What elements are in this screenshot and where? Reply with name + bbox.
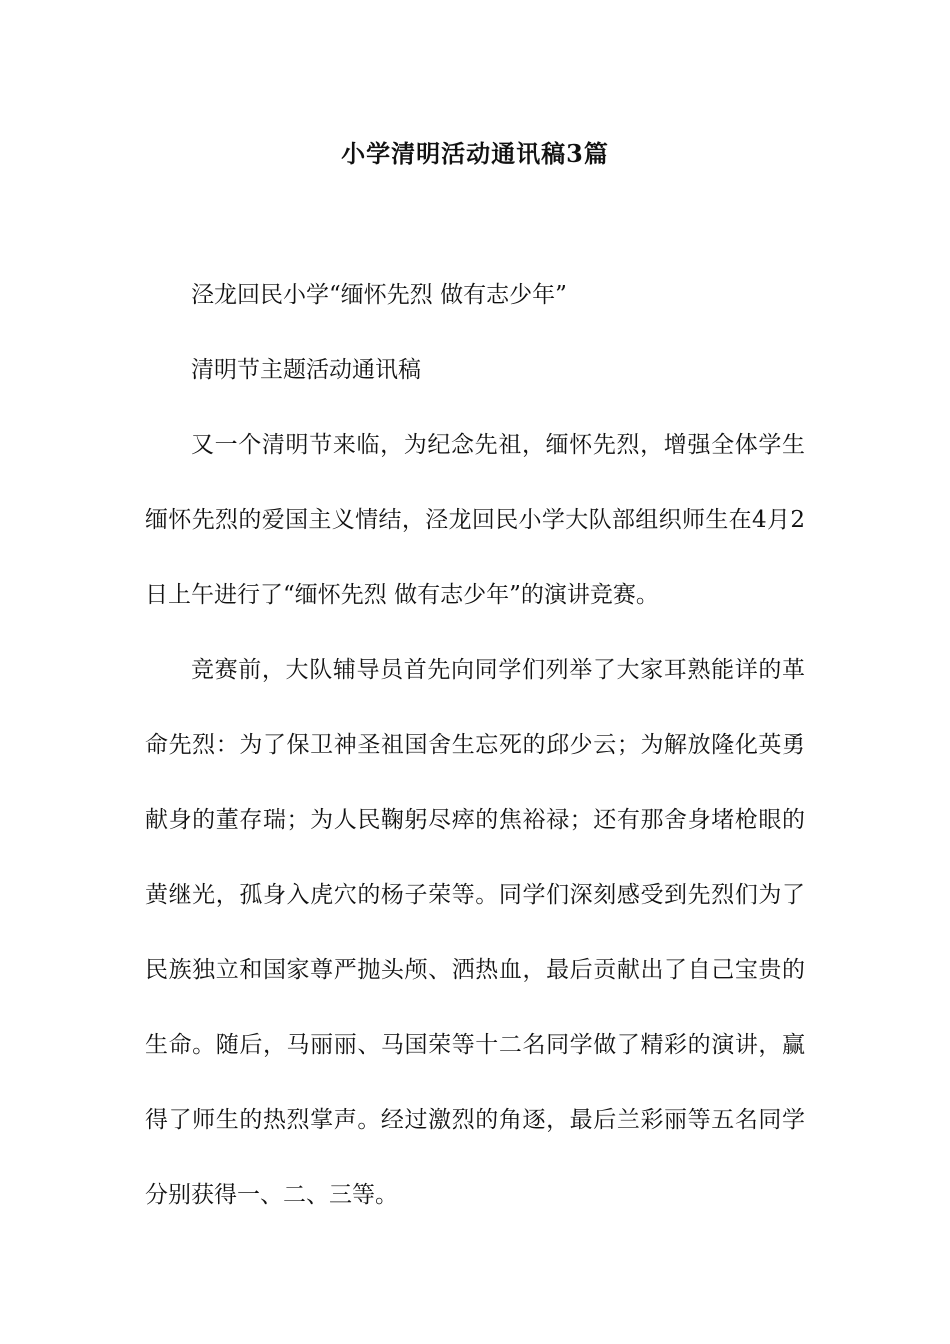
document-title: 小学清明活动通讯稿3篇 — [341, 139, 609, 168]
document-body — [145, 258, 805, 1233]
paragraph-contest: 竞赛前，大队辅导员首先向同学们列举了大家耳熟能详的革命先烈：为了保卫神圣祖国舍生忘死的邱少云；为解放隆化英勇献身的董存瑞；为人民鞠躬尽瘁的焦裕禄；还有那舍身堵枪眼的黄继光，孤身入虎穴的杨子荣等。同学们深刻感受到先烈们为了民族独立和国家尊严抛头颅、洒热血，最后贡献出了自己宝贵的生命。随后，马丽丽、马国荣等十二名同学做了精彩的演讲，赢得了师生的热烈掌声。经过激烈的角逐，最后兰彩丽等五名同学分别获得一、二、三等。 — [145, 657, 805, 1208]
paragraph-subtitle-line-1: 泾龙回民小学“缅怀先烈 做有志少年” — [191, 282, 567, 308]
paragraph-subtitle-line-2: 清明节主题活动通讯稿 — [191, 357, 421, 383]
paragraph-intro: 又一个清明节来临，为纪念先祖，缅怀先烈，增强全体学生缅怀先烈的爱国主义情结，泾龙回民小学大队部组织师生在4月2日上午进行了“缅怀先烈 做有志少年”的演讲竞赛。 — [145, 432, 805, 608]
